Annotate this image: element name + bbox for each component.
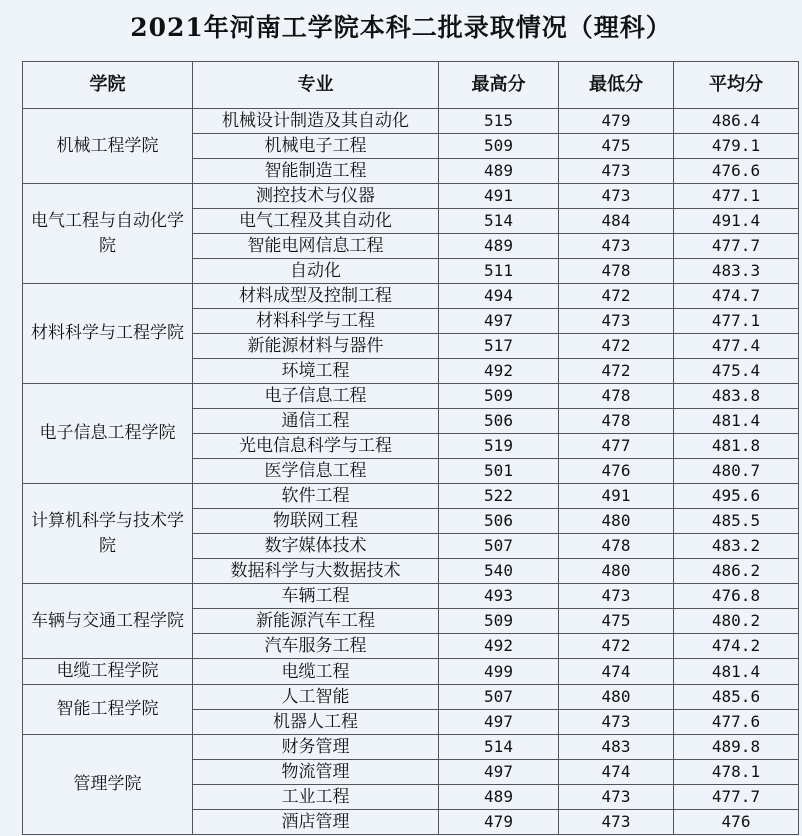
max-score-cell: 506: [439, 409, 559, 434]
min-score-cell: 473: [559, 159, 674, 184]
college-cell: 管理学院: [23, 735, 193, 835]
min-score-cell: 484: [559, 209, 674, 234]
avg-score-cell: 489.8: [674, 735, 799, 760]
major-cell: 医学信息工程: [193, 459, 439, 484]
table-row: [23, 685, 799, 710]
avg-score-cell: 477.1: [674, 184, 799, 209]
max-score-cell: 507: [439, 685, 559, 710]
max-score-cell: 497: [439, 760, 559, 785]
min-score-cell: 472: [559, 284, 674, 309]
table-row: [23, 735, 799, 760]
avg-score-cell: 481.4: [674, 409, 799, 434]
major-cell: 机械电子工程: [193, 134, 439, 159]
min-score-cell: 475: [559, 134, 674, 159]
max-score-cell: 493: [439, 584, 559, 609]
major-cell: 酒店管理: [193, 810, 439, 835]
avg-score-cell: 481.4: [674, 659, 799, 685]
min-score-cell: 472: [559, 334, 674, 359]
avg-score-cell: 477.7: [674, 785, 799, 810]
avg-score-cell: 474.7: [674, 284, 799, 309]
max-score-cell: 497: [439, 309, 559, 334]
college-cell: 机械工程学院: [23, 109, 193, 184]
major-cell: 工业工程: [193, 785, 439, 810]
college-cell: 计算机科学与技术学院: [23, 484, 193, 584]
avg-score-cell: 483.3: [674, 259, 799, 284]
min-score-cell: 483: [559, 735, 674, 760]
avg-score-cell: 477.1: [674, 309, 799, 334]
avg-score-cell: 480.7: [674, 459, 799, 484]
min-score-cell: 474: [559, 760, 674, 785]
avg-score-cell: 485.6: [674, 685, 799, 710]
college-cell: 电气工程与自动化学院: [23, 184, 193, 284]
max-score-cell: 509: [439, 134, 559, 159]
max-score-cell: 489: [439, 159, 559, 184]
header-avg-score: 平均分: [674, 62, 799, 109]
major-cell: 软件工程: [193, 484, 439, 509]
min-score-cell: 473: [559, 785, 674, 810]
max-score-cell: 492: [439, 359, 559, 384]
max-score-cell: 479: [439, 810, 559, 835]
page-title: 2021年河南工学院本科二批录取情况（理科）: [130, 13, 672, 42]
header-row: [23, 62, 799, 109]
max-score-cell: 492: [439, 634, 559, 659]
college-cell: 电子信息工程学院: [23, 384, 193, 484]
header-college: 学院: [23, 62, 193, 109]
max-score-cell: 540: [439, 559, 559, 584]
major-cell: 数字媒体技术: [193, 534, 439, 559]
avg-score-cell: 479.1: [674, 134, 799, 159]
avg-score-cell: 477.7: [674, 234, 799, 259]
avg-score-cell: 476.8: [674, 584, 799, 609]
max-score-cell: 489: [439, 234, 559, 259]
min-score-cell: 473: [559, 810, 674, 835]
max-score-cell: 509: [439, 609, 559, 634]
min-score-cell: 479: [559, 109, 674, 134]
major-cell: 电气工程及其自动化: [193, 209, 439, 234]
major-cell: 新能源材料与器件: [193, 334, 439, 359]
table-row: [23, 384, 799, 409]
min-score-cell: 472: [559, 634, 674, 659]
table-row: [23, 659, 799, 685]
max-score-cell: 514: [439, 209, 559, 234]
table-row: [23, 109, 799, 134]
min-score-cell: 473: [559, 584, 674, 609]
major-cell: 财务管理: [193, 735, 439, 760]
min-score-cell: 475: [559, 609, 674, 634]
header-max-score: 最高分: [439, 62, 559, 109]
major-cell: 智能制造工程: [193, 159, 439, 184]
major-cell: 材料科学与工程: [193, 309, 439, 334]
min-score-cell: 478: [559, 534, 674, 559]
college-cell: 车辆与交通工程学院: [23, 584, 193, 659]
min-score-cell: 480: [559, 509, 674, 534]
min-score-cell: 478: [559, 384, 674, 409]
max-score-cell: 522: [439, 484, 559, 509]
avg-score-cell: 480.2: [674, 609, 799, 634]
avg-score-cell: 477.4: [674, 334, 799, 359]
min-score-cell: 491: [559, 484, 674, 509]
major-cell: 材料成型及控制工程: [193, 284, 439, 309]
table-row: [23, 284, 799, 309]
avg-score-cell: 486.4: [674, 109, 799, 134]
max-score-cell: 519: [439, 434, 559, 459]
min-score-cell: 473: [559, 309, 674, 334]
avg-score-cell: 485.5: [674, 509, 799, 534]
max-score-cell: 515: [439, 109, 559, 134]
min-score-cell: 478: [559, 409, 674, 434]
table-row: [23, 184, 799, 209]
max-score-cell: 514: [439, 735, 559, 760]
max-score-cell: 491: [439, 184, 559, 209]
max-score-cell: 494: [439, 284, 559, 309]
max-score-cell: 511: [439, 259, 559, 284]
avg-score-cell: 483.8: [674, 384, 799, 409]
min-score-cell: 473: [559, 234, 674, 259]
avg-score-cell: 476.6: [674, 159, 799, 184]
table-row: [23, 484, 799, 509]
major-cell: 人工智能: [193, 685, 439, 710]
college-cell: 电缆工程学院: [23, 659, 193, 685]
max-score-cell: 506: [439, 509, 559, 534]
header-major: 专业: [193, 62, 439, 109]
major-cell: 环境工程: [193, 359, 439, 384]
avg-score-cell: 478.1: [674, 760, 799, 785]
major-cell: 测控技术与仪器: [193, 184, 439, 209]
max-score-cell: 499: [439, 659, 559, 685]
major-cell: 新能源汽车工程: [193, 609, 439, 634]
avg-score-cell: 491.4: [674, 209, 799, 234]
major-cell: 物流管理: [193, 760, 439, 785]
major-cell: 车辆工程: [193, 584, 439, 609]
major-cell: 通信工程: [193, 409, 439, 434]
min-score-cell: 478: [559, 259, 674, 284]
header-min-score: 最低分: [559, 62, 674, 109]
major-cell: 机械设计制造及其自动化: [193, 109, 439, 134]
avg-score-cell: 475.4: [674, 359, 799, 384]
max-score-cell: 509: [439, 384, 559, 409]
major-cell: 光电信息科学与工程: [193, 434, 439, 459]
major-cell: 智能电网信息工程: [193, 234, 439, 259]
avg-score-cell: 481.8: [674, 434, 799, 459]
admission-table: [22, 61, 799, 835]
avg-score-cell: 495.6: [674, 484, 799, 509]
major-cell: 数据科学与大数据技术: [193, 559, 439, 584]
min-score-cell: 480: [559, 559, 674, 584]
major-cell: 自动化: [193, 259, 439, 284]
min-score-cell: 472: [559, 359, 674, 384]
min-score-cell: 473: [559, 184, 674, 209]
college-cell: 材料科学与工程学院: [23, 284, 193, 384]
max-score-cell: 501: [439, 459, 559, 484]
max-score-cell: 507: [439, 534, 559, 559]
major-cell: 电子信息工程: [193, 384, 439, 409]
avg-score-cell: 477.6: [674, 710, 799, 735]
max-score-cell: 517: [439, 334, 559, 359]
table-row: [23, 584, 799, 609]
major-cell: 电缆工程: [193, 659, 439, 685]
min-score-cell: 473: [559, 710, 674, 735]
major-cell: 机器人工程: [193, 710, 439, 735]
min-score-cell: 476: [559, 459, 674, 484]
min-score-cell: 477: [559, 434, 674, 459]
avg-score-cell: 486.2: [674, 559, 799, 584]
max-score-cell: 489: [439, 785, 559, 810]
avg-score-cell: 474.2: [674, 634, 799, 659]
college-cell: 智能工程学院: [23, 685, 193, 735]
table-body: [23, 109, 799, 835]
avg-score-cell: 476: [674, 810, 799, 835]
max-score-cell: 497: [439, 710, 559, 735]
min-score-cell: 480: [559, 685, 674, 710]
major-cell: 汽车服务工程: [193, 634, 439, 659]
major-cell: 物联网工程: [193, 509, 439, 534]
avg-score-cell: 483.2: [674, 534, 799, 559]
min-score-cell: 474: [559, 659, 674, 685]
